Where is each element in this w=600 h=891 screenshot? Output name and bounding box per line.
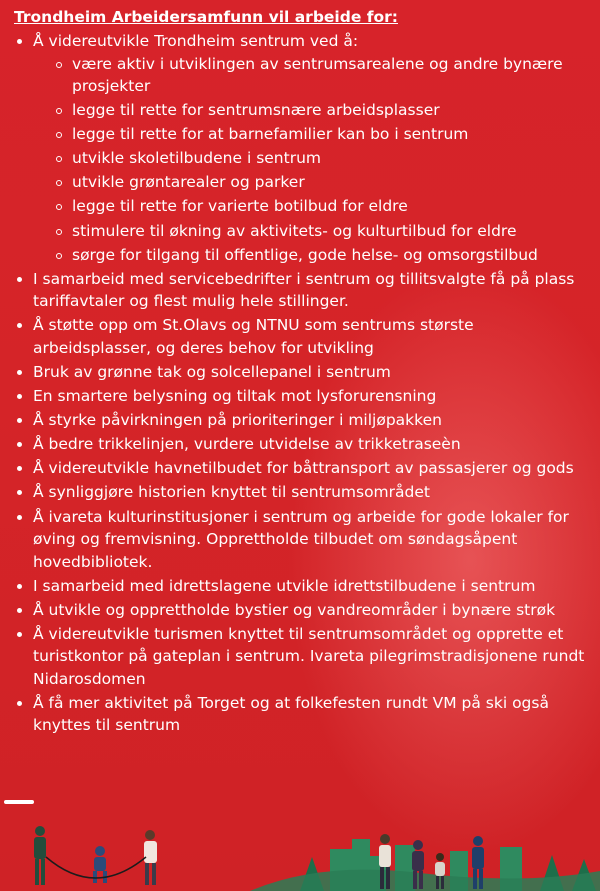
bullet-list	[14, 30, 588, 737]
list-item: I samarbeid med idrettslagene utvikle idrettstilbudene i sentrum	[14, 575, 588, 598]
list-item: Å synliggjøre historien knyttet til sentrumsområdet	[14, 481, 588, 504]
sub-list-item: legge til rette for sentrumsnære arbeidsplasser	[53, 99, 588, 122]
list-item	[14, 30, 588, 266]
list-item: Å få mer aktivitet på Torget og at folkefesten rundt VM på ski også knyttes til sentrum	[14, 692, 588, 737]
list-item: Å styrke påvirkningen på prioriteringer i miljøpakken	[14, 409, 588, 432]
sub-list-item: legge til rette for varierte botilbud for eldre	[53, 195, 588, 218]
sub-list-item: stimulere til økning av aktivitets- og kulturtilbud for eldre	[53, 220, 588, 243]
sub-list-item: sørge for tilgang til offentlige, gode helse- og omsorgstilbud	[53, 244, 588, 267]
person-figure	[34, 826, 46, 885]
list-item-text: Å videreutvikle Trondheim sentrum ved å:	[33, 32, 359, 50]
list-item: I samarbeid med servicebedrifter i sentrum og tillitsvalgte få på plass tariffavtaler og flest mulig hele stillinger.	[14, 268, 588, 313]
list-item: En smartere belysning og tiltak mot lysforurensning	[14, 385, 588, 408]
people-and-city-skyline-illustration	[0, 801, 600, 891]
list-item: Å utvikle og opprettholde bystier og vandreområder i bynære strøk	[14, 599, 588, 622]
list-item: Å bedre trikkelinjen, vurdere utvidelse av trikketraseèn	[14, 433, 588, 456]
list-item: Å støtte opp om St.Olavs og NTNU som sentrums største arbeidsplasser, og deres behov for utvikling	[14, 314, 588, 359]
sub-list-item: være aktiv i utviklingen av sentrumsarealene og andre bynære prosjekter	[53, 53, 588, 98]
list-item: Å videreutvikle havnetilbudet for båttransport av passasjerer og gods	[14, 457, 588, 480]
sub-list	[33, 53, 588, 267]
sub-list-item: legge til rette for at barnefamilier kan bo i sentrum	[53, 123, 588, 146]
document-heading: Trondheim Arbeidersamfunn vil arbeide for:	[14, 8, 398, 26]
document-body	[14, 8, 588, 738]
list-item: Å ivareta kulturinstitusjoner i sentrum og arbeide for gode lokaler for øving og fremvisning. Opprettholde tilbudet om søndagsåpent hovedbibliotek.	[14, 506, 588, 574]
list-item: Bruk av grønne tak og solcellepanel i sentrum	[14, 361, 588, 384]
list-item: Å videreutvikle turismen knyttet til sentrumsområdet og opprette et turistkontor på gateplan i sentrum. Ivareta pilegrimstradisjonene rundt Nidarosdomen	[14, 623, 588, 691]
sub-list-item: utvikle skoletilbudene i sentrum	[53, 147, 588, 170]
sub-list-item: utvikle grøntarealer og parker	[53, 171, 588, 194]
